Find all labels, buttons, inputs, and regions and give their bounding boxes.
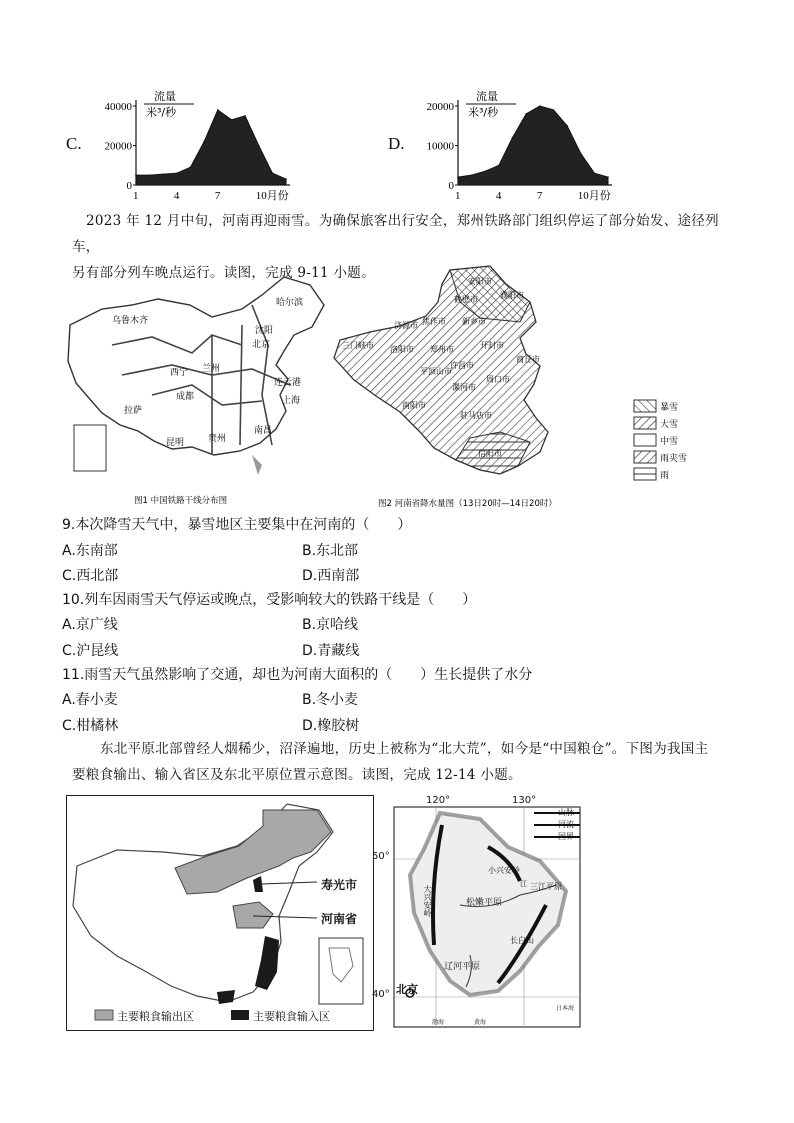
chart-c-point-6 (203, 141, 205, 143)
city-sanmenxia: 三门峡市 (342, 341, 374, 350)
chart-d-yunit: 米³/秒 (468, 106, 499, 119)
city-zhoukou: 周口市 (486, 375, 510, 384)
label-sanjiang: 三江平原 (530, 882, 562, 891)
legend-label-0: 暴雪 (660, 403, 679, 413)
label-xiaoxinganling: 小兴安岭 (488, 866, 520, 875)
city-xinxiang: 新乡市 (462, 317, 486, 326)
label-liaohe: 辽河平原 (444, 962, 481, 972)
label-chengdu: 成都 (176, 392, 195, 402)
city-zhumadian: 驻马店市 (460, 411, 492, 420)
q9-option-c[interactable]: C.西北部 (62, 568, 119, 584)
chart-c-xtick-1: 4 (173, 190, 180, 202)
legend-label-2: 中雪 (660, 437, 679, 447)
intro2-line1: 东北平原北部曾经人烟稀少，沼泽遍地，历史上被称为“北大荒”，如今是“中国粮仓”。下图为我国主 (100, 741, 709, 757)
chart-d-xtick-2: 7 (536, 190, 543, 202)
chart-d-point-12 (607, 176, 609, 178)
legend-river: 河流 (558, 820, 574, 829)
chart-d-point-10 (580, 153, 582, 155)
chart-d-ylabel: 流量 (476, 90, 498, 103)
figure-grain-map (66, 795, 374, 1031)
label-kunming: 昆明 (166, 438, 185, 448)
chart-d-letter: D. (388, 134, 405, 153)
q11-option-a[interactable]: A.春小麦 (62, 692, 118, 708)
label-lanzhou: 兰州 (202, 364, 221, 374)
intro2-line2: 要粮食输出、输入省区及东北平原位置示意图。读图，完成 12-14 小题。 (72, 767, 522, 783)
china-railway-map-svg (62, 265, 332, 510)
city-pingdingshan: 平顶山市 (420, 367, 452, 376)
chart-c-point-5 (190, 166, 192, 168)
q11-option-b[interactable]: B.冬小麦 (302, 692, 359, 708)
chart-c-point-8 (231, 119, 233, 121)
legend-label-4: 雨 (660, 471, 670, 481)
chart-d-xtick-1: 4 (495, 190, 502, 202)
chart-c-point-3 (162, 173, 164, 175)
label-lasa: 拉萨 (124, 406, 143, 416)
legend-border: 国界 (558, 832, 574, 841)
legend-box-2 (634, 434, 656, 446)
chart-c-point-7 (217, 109, 219, 111)
intro-paragraph-2 (72, 736, 732, 788)
city-xinyang: 信阳市 (478, 449, 502, 458)
chart-c-ytick-2: 0 (126, 180, 132, 192)
legend-export-label: 主要粮食输出区 (117, 1010, 194, 1023)
q10-option-d[interactable]: D.青藏线 (302, 643, 360, 659)
chart-c-point-9 (244, 115, 246, 117)
chart-c-yunit: 米³/秒 (146, 106, 177, 119)
q9-option-b[interactable]: B.东北部 (302, 543, 359, 559)
chart-d-point-9 (566, 125, 568, 127)
legend-import-swatch (231, 1010, 249, 1020)
chart-c-area-series (136, 110, 286, 185)
chart-c-svg (66, 88, 296, 203)
chart-d-svg (388, 88, 618, 203)
legend-label-1: 大雪 (660, 420, 679, 430)
legend-label-3: 雨夹雪 (660, 454, 688, 464)
legend-import-label: 主要粮食输入区 (253, 1010, 330, 1023)
chart-d-xtick-3: 10月份 (577, 190, 611, 202)
chart-d (388, 88, 618, 203)
chart-c (66, 88, 296, 203)
chart-c-point-1 (135, 174, 137, 176)
label-jiang: 江 (520, 880, 527, 888)
chart-c-point-12 (285, 178, 287, 180)
city-luohe: 漯河市 (452, 383, 476, 392)
label-henan: 河南省 (321, 912, 358, 926)
figure-henan-precipitation-map (330, 262, 740, 512)
city-hebi: 鹤壁市 (454, 295, 478, 304)
chart-d-point-7 (539, 105, 541, 107)
label-xining: 西宁 (170, 368, 189, 378)
label-urumqi: 乌鲁木齐 (112, 316, 149, 326)
city-jiaozuo: 焦作市 (422, 317, 446, 326)
label-japan-sea: 日本海 (556, 1005, 575, 1012)
label-beijing: 北京 (252, 340, 271, 350)
label-yellow-sea: 黄海 (474, 1019, 487, 1026)
city-luoyang: 洛阳市 (390, 345, 414, 354)
chart-c-point-10 (258, 145, 260, 147)
label-daxinganling: 大兴安岭 (423, 885, 432, 917)
chart-c-point-2 (149, 174, 151, 176)
city-shangqiu: 商丘市 (516, 355, 540, 364)
fig1-caption: 图1 中国铁路干线分布图 (134, 496, 228, 506)
chart-d-point-1 (457, 176, 459, 178)
label-lianyungang: 连云港 (274, 378, 302, 388)
label-beijing-2: 北京 (396, 983, 418, 996)
city-puyang: 濮阳市 (500, 291, 524, 300)
lat-40: 40° (372, 989, 390, 1000)
label-harbin: 哈尔滨 (276, 298, 304, 308)
q11-option-d[interactable]: D.橡胶树 (302, 718, 360, 734)
q11-option-c[interactable]: C.柑橘林 (62, 718, 119, 734)
chart-d-ytick-0: 20000 (426, 101, 454, 113)
chart-c-xtick-0: 1 (133, 190, 139, 202)
fig2-legend (634, 400, 687, 481)
q10-option-c[interactable]: C.沪昆线 (62, 643, 119, 659)
city-nanyang: 南阳市 (402, 401, 426, 410)
label-songnen: 松嫩平原 (466, 898, 503, 908)
intro1-line1: 2023 年 12 月中旬，河南再迎雨雪。为确保旅客出行安全，郑州铁路部门组织停运了部分始发、途径列车， (72, 213, 719, 255)
q10-stem: 10.列车因雨雪天气停运或晚点，受影响较大的铁路干线是（ ） (62, 592, 477, 608)
chart-d-point-2 (471, 174, 473, 176)
legend-box-1 (634, 417, 656, 429)
chart-d-point-11 (594, 172, 596, 174)
city-anyang: 安阳市 (468, 277, 492, 286)
lon-130: 130° (512, 795, 537, 806)
label-bohai: 渤海 (432, 1019, 445, 1026)
intro1-line2: 另有部分列车晚点运行。读图，完成 9-11 小题。 (72, 265, 375, 281)
q9-option-d[interactable]: D.西南部 (302, 568, 360, 584)
henan-map-svg (330, 262, 740, 512)
chart-d-point-6 (525, 113, 527, 115)
chart-c-ylabel: 流量 (154, 90, 176, 103)
fig2-caption: 图2 河南省降水量图（13日20时—14日20时） (378, 499, 557, 509)
legend-box-0 (634, 400, 656, 412)
import-region-south (217, 990, 235, 1004)
lon-120: 120° (426, 795, 451, 806)
q9-stem: 9.本次降雪天气中，暴雪地区主要集中在河南的（ ） (62, 517, 412, 533)
chart-c-xtick-2: 7 (214, 190, 221, 202)
city-kaifeng: 开封市 (480, 341, 504, 350)
legend-box-4 (634, 468, 656, 480)
label-nanchang: 南昌 (254, 426, 273, 436)
city-zhengzhou: 郑州市 (430, 345, 454, 354)
chart-c-letter: C. (66, 134, 82, 153)
chart-c-xtick-3: 10月份 (255, 190, 289, 202)
chart-c-ytick-0: 40000 (104, 101, 132, 113)
label-shouguang: 寿光市 (321, 878, 358, 892)
hainan-island (252, 455, 262, 475)
figure-northeast-plain (370, 795, 592, 1030)
label-changbai: 长白山 (510, 936, 534, 945)
city-jiyuan: 济源市 (394, 321, 418, 330)
lat-50: 50° (372, 851, 390, 862)
city-xuchang: 许昌市 (450, 361, 474, 370)
chart-d-point-4 (498, 164, 500, 166)
label-guizhou: 贵州 (208, 434, 227, 444)
chart-d-point-5 (512, 137, 514, 139)
q9-option-a[interactable]: A.东南部 (62, 543, 118, 559)
chart-c-point-4 (176, 172, 178, 174)
legend-export-swatch (95, 1010, 113, 1020)
q10-option-b[interactable]: B.京哈线 (302, 617, 359, 633)
chart-d-ytick-1: 10000 (426, 140, 454, 153)
chart-d-point-3 (484, 170, 486, 172)
south-sea-inset (74, 425, 106, 471)
legend-box-3 (634, 451, 656, 463)
label-shenyang: 沈阳 (255, 326, 274, 336)
figure-china-railway-map (62, 265, 332, 510)
q10-option-a[interactable]: A.京广线 (62, 617, 118, 633)
chart-c-point-11 (272, 172, 274, 174)
chart-d-point-8 (553, 109, 555, 111)
q11-stem: 11.雨雪天气虽然影响了交通，却也为河南大面积的（ ）生长提供了水分 (62, 667, 533, 683)
label-shanghai: 上海 (282, 396, 301, 406)
chart-d-ytick-2: 0 (448, 180, 454, 192)
chart-d-xtick-0: 1 (455, 190, 461, 202)
chart-c-ytick-1: 20000 (104, 140, 132, 153)
legend-mountain: 山脉 (558, 808, 574, 817)
